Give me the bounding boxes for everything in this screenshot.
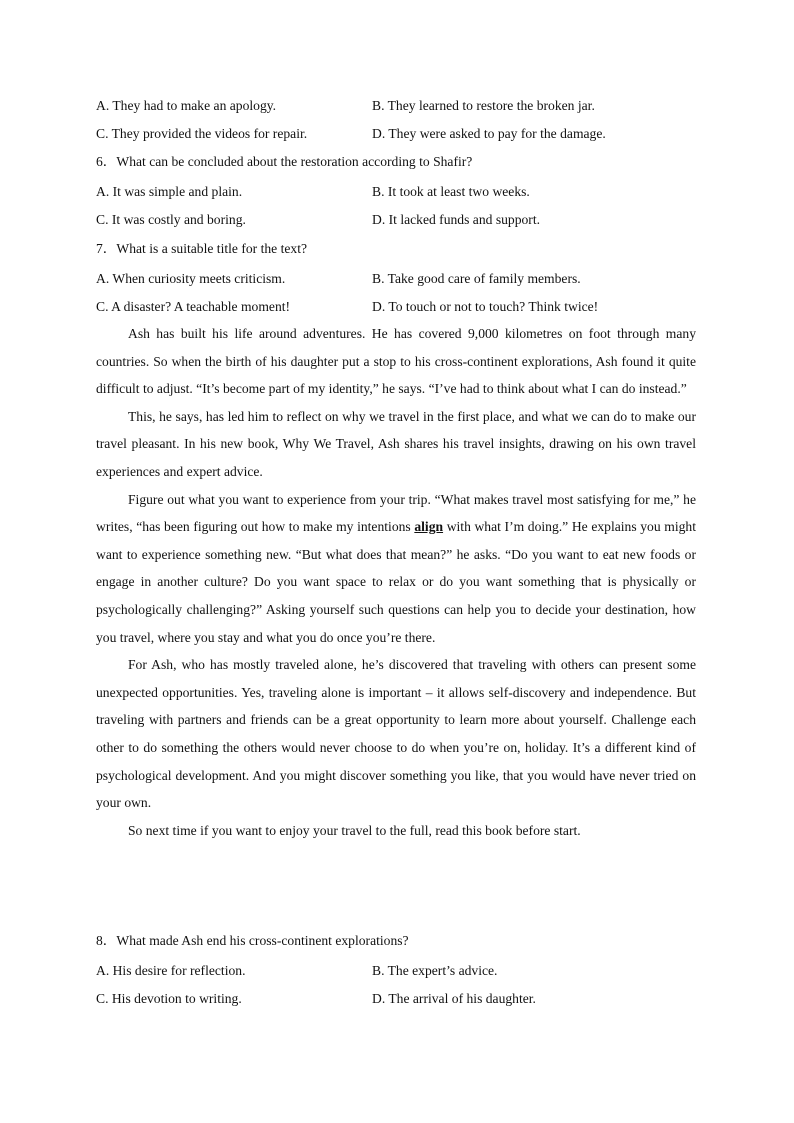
passage-paragraph-4: For Ash, who has mostly traveled alone, he’s discovered that traveling with others can present some unexpected opportunities. Yes, traveling alone is important – it allows self-discovery and independence. But traveling with partners and friends can be a great opportunity to learn more about yourself. Challenge each other to do something the others would never choose to do when you’re on, holiday. It’s a different kind of psychological development. And you might discover something you like, that you would have never tried on your own. <box>96 657 696 811</box>
q5-option-d: D. They were asked to pay for the damage. <box>372 126 606 141</box>
q6-option-b: B. It took at least two weeks. <box>372 184 530 199</box>
q6-option-d: D. It lacked funds and support. <box>372 212 540 227</box>
q8-option-row-1 <box>96 961 706 981</box>
q7-option-a: A. When curiosity meets criticism. <box>96 271 286 286</box>
q7-stem: 7．What is a suitable title for the text? <box>96 241 308 256</box>
q5-option-b: B. They learned to restore the broken jar. <box>372 98 595 113</box>
q7-option-d: D. To touch or not to touch? Think twice! <box>372 299 599 314</box>
q6-option-c: C. It was costly and boring. <box>96 212 246 227</box>
q8-option-row-2 <box>96 989 706 1009</box>
q5-option-a: A. They had to make an apology. <box>96 98 277 113</box>
paragraph-3-text-before: Figure out what you want to experience from your trip. “What makes travel most satisfying for me,” he writes, “has been figuring out how to make my intentions <box>96 491 696 535</box>
passage-paragraph-2: This, he says, has led him to reflect on why we travel in the first place, and what we can do to make our travel pleasant. In his new book, Why We Travel, Ash shares his travel insights, drawing on his own travel experiences and expert advice. <box>96 408 696 479</box>
q8-stem: 8．What made Ash end his cross-continent explorations? <box>96 933 409 948</box>
q5-option-row-2 <box>96 124 706 144</box>
q7-option-row-1 <box>96 269 706 289</box>
passage-paragraph-5: So next time if you want to enjoy your travel to the full, read this book before start. <box>128 822 581 838</box>
q6-stem: 6．What can be concluded about the restoration according to Shafir? <box>96 154 473 169</box>
q5-option-row-1 <box>96 96 706 116</box>
q6-option-row-1 <box>96 182 706 202</box>
q7-option-b: B. Take good care of family members. <box>372 271 581 286</box>
q6-option-a: A. It was simple and plain. <box>96 184 243 199</box>
passage-paragraph-3 <box>96 486 696 652</box>
passage-paragraph-1: Ash has built his life around adventures. He has covered 9,000 kilometres on foot through many countries. So when the birth of his daughter put a stop to his cross-continent explorations, Ash found it quite difficult to adjust. “It’s become part of my identity,” he says. “I’ve had to think about what I can do instead.” <box>96 326 696 397</box>
q7-option-c: C. A disaster? A teachable moment! <box>96 299 291 314</box>
paragraph-3-text-after: with what I’m doing.” He explains you might want to experience something new. “But what does that mean?” he asks. “Do you want to eat new foods or engage in another culture? Do you want space to relax or do you want something that is physically or psychologically challenging?” Asking yourself such questions can help you to decide your destination, how you travel, where you stay and what you do once you’re there. <box>96 519 696 645</box>
q8-option-a: A. His desire for reflection. <box>96 963 246 978</box>
q5-option-c: C. They provided the videos for repair. <box>96 126 308 141</box>
reading-passage <box>96 320 696 844</box>
underlined-keyword: align <box>414 519 444 535</box>
q8-option-d: D. The arrival of his daughter. <box>372 991 536 1006</box>
q6-option-row-2 <box>96 210 706 230</box>
q8-option-b: B. The expert’s advice. <box>372 963 498 978</box>
q8-option-c: C. His devotion to writing. <box>96 991 242 1006</box>
q7-option-row-2 <box>96 297 706 317</box>
